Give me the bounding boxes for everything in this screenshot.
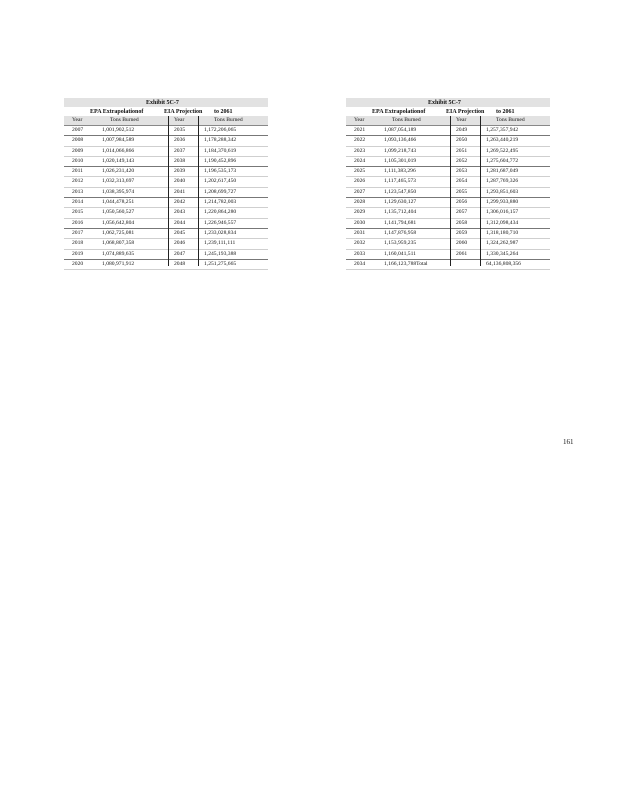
tons-burned-cell: 1,275,604,772 <box>486 157 519 164</box>
tons-burned-cell: 1,190,452,896 <box>204 157 237 164</box>
year-cell: 2007 <box>72 127 84 133</box>
tons-burned-cell: 1,226,946,557 <box>204 219 237 226</box>
table-row <box>346 157 550 167</box>
year-cell: 2030 <box>354 219 366 226</box>
column-header-tons-1: Tons Burned <box>110 117 139 123</box>
tons-burned-cell: 1,299,933,880 <box>486 199 519 206</box>
table-row <box>64 219 268 229</box>
year-cell: 2027 <box>354 188 366 195</box>
tons-burned-cell: 1,014,066,866 <box>102 147 135 154</box>
table-row <box>346 167 550 177</box>
year-cell: 2038 <box>174 157 186 164</box>
table-row <box>64 177 268 187</box>
column-header-tons-2: Tons Burned <box>496 117 525 123</box>
year-cell: 2019 <box>72 250 84 257</box>
table-row <box>346 229 550 239</box>
subtitle-epa: EPA Extrapolationof <box>90 109 144 115</box>
column-header-row <box>64 116 268 126</box>
year-cell: 2032 <box>354 240 366 247</box>
tons-burned-cell: 1,287,769,326 <box>486 178 519 185</box>
year-cell: 2054 <box>456 178 468 185</box>
subtitle-to: to 2061 <box>496 109 515 115</box>
tons-burned-cell: 1,220,864,280 <box>204 209 237 216</box>
year-cell: 2028 <box>354 199 366 206</box>
year-cell: 2041 <box>174 188 186 195</box>
tons-burned-cell: 64,136,808,356 <box>486 260 521 267</box>
tons-burned-cell: 1,105,301,019 <box>384 157 417 164</box>
year-cell: 2055 <box>456 188 468 195</box>
table-title-row <box>346 98 550 107</box>
year-cell: 2046 <box>174 240 186 247</box>
table-row <box>346 239 550 249</box>
tons-burned-cell: 1,056,642,804 <box>102 219 135 226</box>
year-cell: 2059 <box>456 229 468 236</box>
year-cell: 2039 <box>174 168 186 175</box>
tons-burned-cell: 1,074,889,635 <box>102 250 135 257</box>
table-row <box>346 260 550 270</box>
tons-burned-cell: 1,166,123,788Total <box>384 260 428 267</box>
tons-burned-cell: 1,038,395,974 <box>102 188 135 195</box>
table-subtitle-row <box>64 107 268 116</box>
column-header-year-2: Year <box>456 117 467 123</box>
tons-burned-cell: 1,251,275,665 <box>204 260 237 267</box>
tons-burned-cell: 1,263,440,219 <box>486 137 519 144</box>
tons-burned-cell: 1,239,111,111 <box>204 240 236 247</box>
table-row <box>64 229 268 239</box>
tons-burned-cell: 1,117,465,573 <box>384 178 416 185</box>
year-cell: 2061 <box>456 250 468 257</box>
year-cell: 2008 <box>72 137 84 144</box>
table-subtitle-row <box>346 107 550 116</box>
year-cell: 2033 <box>354 250 366 257</box>
tons-burned-cell: 1,087,054,189 <box>384 127 417 133</box>
year-cell: 2056 <box>456 199 468 206</box>
year-cell: 2036 <box>174 137 186 144</box>
subtitle-eia: EIA Projection <box>446 109 485 115</box>
table-row <box>346 219 550 229</box>
column-divider <box>450 116 451 266</box>
year-cell: 2010 <box>72 157 84 164</box>
tons-burned-cell: 1,147,876,958 <box>384 229 417 236</box>
table-title: Exhibit 5C-7 <box>428 100 461 106</box>
year-cell: 2026 <box>354 178 366 185</box>
table-row <box>64 157 268 167</box>
year-cell: 2048 <box>174 260 186 267</box>
year-cell: 2011 <box>72 168 83 175</box>
column-header-tons-2: Tons Burned <box>214 117 243 123</box>
table-body <box>64 126 268 270</box>
exhibit-table-left <box>64 98 268 270</box>
year-cell: 2051 <box>456 147 468 154</box>
table-row <box>346 147 550 157</box>
table-body <box>346 126 550 270</box>
year-cell: 2018 <box>72 240 84 247</box>
column-header-tons-1: Tons Burned <box>392 117 421 123</box>
year-cell: 2049 <box>456 127 468 133</box>
table-row <box>64 126 268 136</box>
tons-burned-cell: 1,318,180,710 <box>486 229 519 236</box>
tons-burned-cell: 1,233,028,834 <box>204 229 237 236</box>
year-cell: 2047 <box>174 250 186 257</box>
year-cell: 2009 <box>72 147 84 154</box>
subtitle-eia: EIA Projection <box>164 109 203 115</box>
column-divider <box>198 116 199 266</box>
year-cell: 2034 <box>354 260 366 267</box>
tons-burned-cell: 1,281,687,049 <box>486 168 519 175</box>
year-cell: 2042 <box>174 199 186 206</box>
tons-burned-cell: 1,202,617,450 <box>204 178 237 185</box>
page-number: 161 <box>563 438 574 446</box>
exhibit-table-right <box>346 98 550 270</box>
tons-burned-cell: 1,153,959,235 <box>384 240 417 247</box>
table-row <box>64 136 268 146</box>
tons-burned-cell: 1,001,902,512 <box>102 127 135 133</box>
tons-burned-cell: 1,111,383,296 <box>384 168 416 175</box>
tons-burned-cell: 1,330,345,264 <box>486 250 519 257</box>
tons-burned-cell: 1,123,547,850 <box>384 188 417 195</box>
year-cell: 2035 <box>174 127 186 133</box>
table-row <box>346 136 550 146</box>
subtitle-to: to 2061 <box>214 109 233 115</box>
tons-burned-cell: 1,007,984,589 <box>102 137 135 144</box>
tons-burned-cell: 1,196,535,173 <box>204 168 237 175</box>
tons-burned-cell: 1,032,313,697 <box>102 178 135 185</box>
table-row <box>64 239 268 249</box>
table-row <box>64 167 268 177</box>
year-cell: 2037 <box>174 147 186 154</box>
tons-burned-cell: 1,214,782,003 <box>204 199 237 206</box>
tons-burned-cell: 1,099,218,743 <box>384 147 417 154</box>
year-cell: 2044 <box>174 219 186 226</box>
tons-burned-cell: 1,068,807,358 <box>102 240 135 247</box>
year-cell: 2058 <box>456 219 468 226</box>
column-header-row <box>346 116 550 126</box>
table-row <box>64 198 268 208</box>
tons-burned-cell: 1,172,206,065 <box>204 127 237 133</box>
table-title-row <box>64 98 268 107</box>
table-row <box>346 250 550 260</box>
column-divider <box>168 116 169 266</box>
tons-burned-cell: 1,062,725,081 <box>102 229 135 236</box>
table-row <box>346 198 550 208</box>
year-cell: 2052 <box>456 157 468 164</box>
table-row <box>64 260 268 270</box>
tons-burned-cell: 1,020,149,143 <box>102 157 135 164</box>
column-header-year-1: Year <box>354 117 365 123</box>
year-cell: 2045 <box>174 229 186 236</box>
year-cell: 2029 <box>354 209 366 216</box>
tons-burned-cell: 1,245,193,388 <box>204 250 237 257</box>
table-row <box>64 208 268 218</box>
year-cell: 2017 <box>72 229 84 236</box>
year-cell: 2016 <box>72 219 84 226</box>
year-cell: 2024 <box>354 157 366 164</box>
column-header-year-2: Year <box>174 117 185 123</box>
tons-burned-cell: 1,129,630,127 <box>384 199 417 206</box>
year-cell: 2053 <box>456 168 468 175</box>
table-row <box>64 188 268 198</box>
tons-burned-cell: 1,050,560,527 <box>102 209 135 216</box>
table-row <box>346 126 550 136</box>
tons-burned-cell: 1,026,231,420 <box>102 168 135 175</box>
tons-burned-cell: 1,135,712,404 <box>384 209 417 216</box>
tons-burned-cell: 1,324,262,987 <box>486 240 519 247</box>
year-cell: 2060 <box>456 240 468 247</box>
table-title: Exhibit 5C-7 <box>146 100 179 106</box>
tons-burned-cell: 1,312,098,434 <box>486 219 519 226</box>
year-cell: 2043 <box>174 209 186 216</box>
tons-burned-cell: 1,080,971,912 <box>102 260 135 267</box>
tons-burned-cell: 1,160,041,511 <box>384 250 416 257</box>
year-cell: 2040 <box>174 178 186 185</box>
tons-burned-cell: 1,044,478,251 <box>102 199 135 206</box>
tons-burned-cell: 1,269,522,495 <box>486 147 519 154</box>
year-cell: 2050 <box>456 137 468 144</box>
table-row <box>64 250 268 260</box>
column-divider <box>480 116 481 266</box>
tons-burned-cell: 1,293,851,603 <box>486 188 519 195</box>
table-row <box>346 208 550 218</box>
year-cell: 2014 <box>72 199 84 206</box>
year-cell: 2020 <box>72 260 84 267</box>
column-header-year-1: Year <box>72 117 83 123</box>
tons-burned-cell: 1,093,136,466 <box>384 137 417 144</box>
tons-burned-cell: 1,184,370,619 <box>204 147 237 154</box>
tons-burned-cell: 1,257,357,942 <box>486 127 519 133</box>
year-cell: 2022 <box>354 137 366 144</box>
tons-burned-cell: 1,178,288,342 <box>204 137 237 144</box>
year-cell: 2025 <box>354 168 366 175</box>
table-row <box>346 177 550 187</box>
year-cell: 2015 <box>72 209 84 216</box>
tons-burned-cell: 1,306,016,157 <box>486 209 519 216</box>
table-row <box>64 147 268 157</box>
year-cell: 2057 <box>456 209 468 216</box>
subtitle-epa: EPA Extrapolationof <box>372 109 426 115</box>
tons-burned-cell: 1,141,794,681 <box>384 219 417 226</box>
year-cell: 2023 <box>354 147 366 154</box>
year-cell: 2031 <box>354 229 366 236</box>
year-cell: 2013 <box>72 188 84 195</box>
year-cell: 2021 <box>354 127 366 133</box>
tons-burned-cell: 1,208,699,727 <box>204 188 237 195</box>
table-row <box>346 188 550 198</box>
year-cell: 2012 <box>72 178 84 185</box>
